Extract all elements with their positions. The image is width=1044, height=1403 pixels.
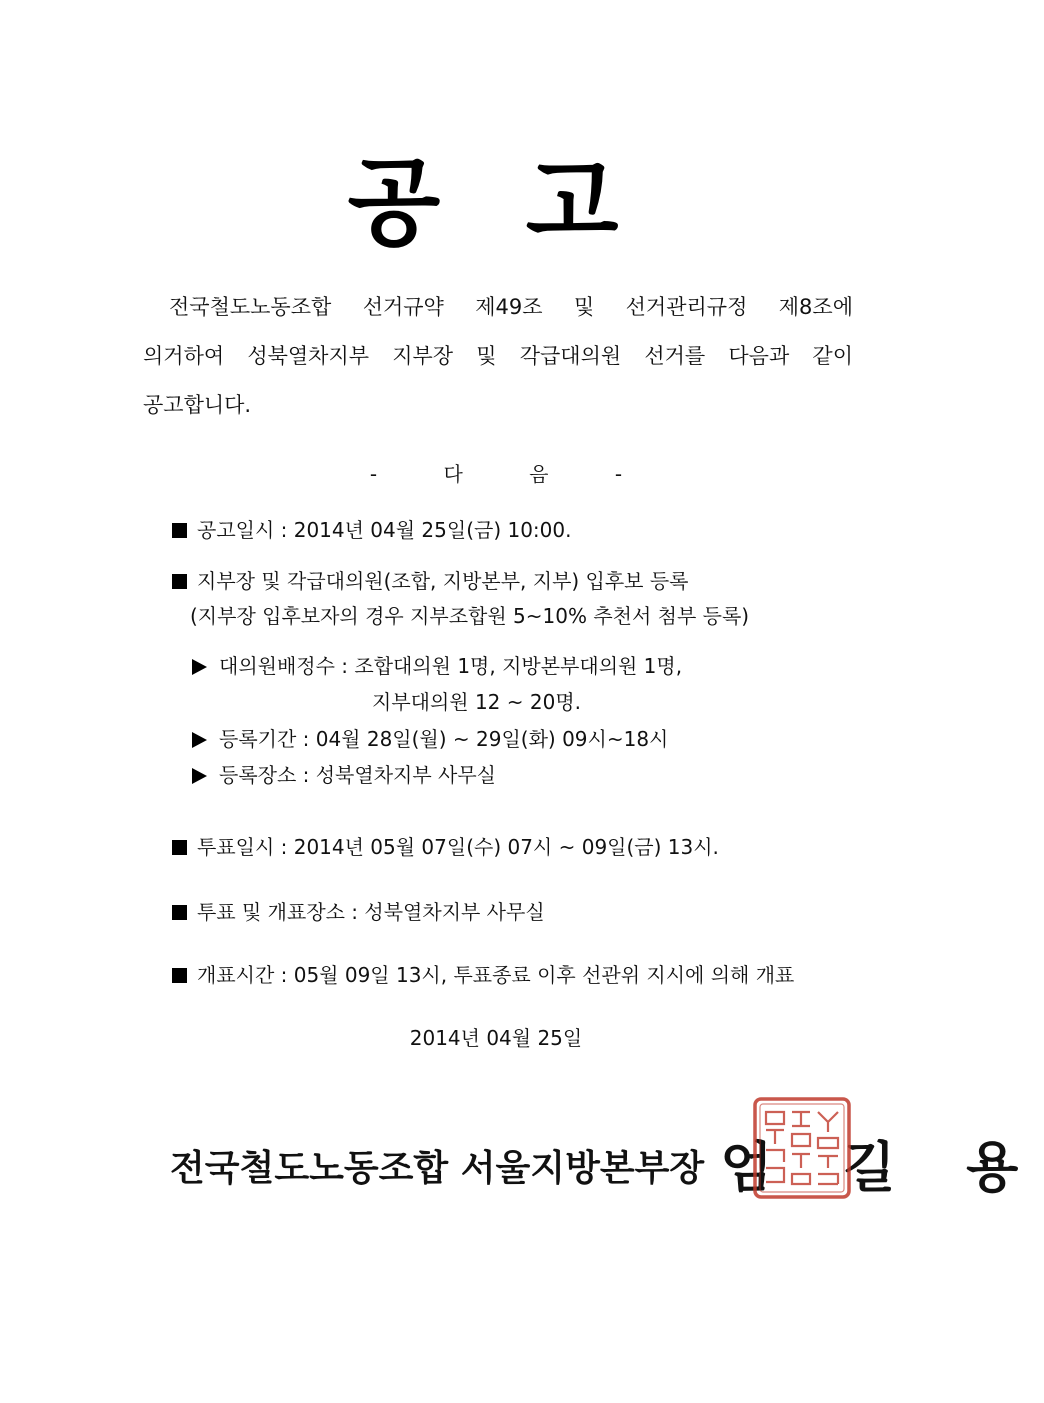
vote-date-item	[172, 831, 719, 860]
signature-line	[170, 1125, 1044, 1202]
intro-line-1: 전국철도노동조합 선거규약 제49조 및 선거관리규정 제8조에	[169, 295, 853, 319]
allocation-continuation: 지부대의원 12 ~ 20명.	[372, 690, 582, 714]
signature-org: 전국철도노동조합 서울지방본부장	[170, 1148, 705, 1189]
registration-item	[172, 565, 689, 594]
square-bullet-icon	[172, 523, 187, 538]
registration-text: 지부장 및 각급대의원(조합, 지방본부, 지부) 입후보 등록	[197, 569, 689, 593]
square-bullet-icon	[172, 840, 187, 855]
place-item	[192, 759, 496, 788]
period-item	[192, 723, 668, 752]
vote-place-text: 투표 및 개표장소 : 성북열차지부 사무실	[197, 900, 545, 924]
notice-date-text: 공고일시 : 2014년 04월 25일(금) 10:00.	[197, 518, 572, 542]
allocation-text: 대의원배정수 : 조합대의원 1명, 지방본부대의원 1명,	[219, 654, 683, 678]
count-time-text: 개표시간 : 05월 09일 13시, 투표종료 이후 선관위 지시에 의해 개표	[197, 963, 795, 987]
period-text: 등록기간 : 04월 28일(월) ~ 29일(화) 09시~18시	[219, 727, 669, 751]
intro-line-2: 의거하여 성북열차지부 지부장 및 각급대의원 선거를 다음과 같이	[143, 344, 853, 368]
section-separator: - 다 음 -	[369, 462, 653, 486]
triangle-arrow-icon	[192, 768, 207, 784]
intro-line-3: 공고합니다.	[143, 393, 252, 417]
official-seal-icon	[752, 1096, 852, 1200]
triangle-arrow-icon	[192, 659, 207, 675]
notice-date-item	[172, 514, 571, 543]
triangle-arrow-icon	[192, 732, 207, 748]
notice-date-footer: 2014년 04월 25일	[409, 1026, 583, 1050]
registration-note: (지부장 입후보자의 경우 지부조합원 5~10% 추천서 첨부 등록)	[190, 604, 750, 628]
intro-paragraph	[143, 283, 853, 430]
page-title: 공 고	[347, 147, 645, 259]
count-time-item	[172, 959, 794, 988]
square-bullet-icon	[172, 574, 187, 589]
allocation-item	[192, 650, 682, 679]
place-text: 등록장소 : 성북열차지부 사무실	[219, 763, 496, 787]
vote-place-item	[172, 896, 545, 925]
vote-date-text: 투표일시 : 2014년 05월 07일(수) 07시 ~ 09일(금) 13시.	[197, 835, 719, 859]
square-bullet-icon	[172, 968, 187, 983]
square-bullet-icon	[172, 905, 187, 920]
signature-name: 엄 길 용	[720, 1136, 1044, 1199]
